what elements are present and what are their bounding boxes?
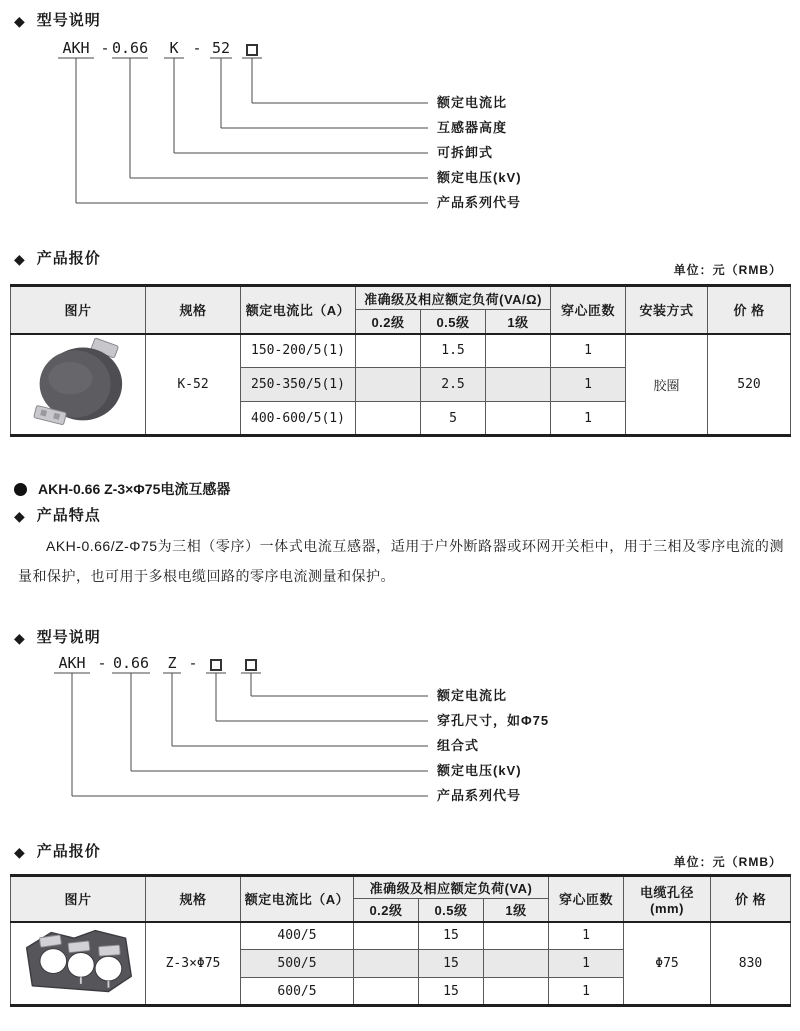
col-header-ratio: 额定电流比（A） bbox=[241, 876, 354, 922]
col-header-price: 价 格 bbox=[711, 876, 791, 922]
unit-note: 单位：元（RMB） bbox=[673, 855, 782, 869]
model-diagram1-connector-lines bbox=[0, 0, 800, 220]
class05-cell: 2.5 bbox=[421, 368, 486, 402]
spec-cell: Z-3×Φ75 bbox=[146, 922, 241, 1006]
turns-cell: 1 bbox=[551, 334, 626, 368]
model1-placeholder-box bbox=[246, 44, 258, 56]
unit-note: 单位：元（RMB） bbox=[673, 263, 782, 277]
col-header-accuracy-group: 准确级及相应额定负荷(VA) bbox=[354, 876, 549, 899]
model1-token-height: 52 bbox=[211, 39, 231, 57]
model2-label-hole-size: 穿孔尺寸，如Φ75 bbox=[437, 713, 550, 728]
product-image-cell bbox=[11, 334, 146, 436]
col-header-class1: 1级 bbox=[486, 310, 551, 334]
model1-label-voltage: 额定电压(kV) bbox=[437, 170, 522, 185]
ratio-cell: 400/5 bbox=[241, 922, 354, 950]
table-row bbox=[11, 334, 791, 368]
col-header-image: 图片 bbox=[11, 876, 146, 922]
section-heading-model2 bbox=[14, 629, 101, 647]
class1-cell bbox=[484, 922, 549, 950]
price-table-z3 bbox=[10, 874, 791, 1007]
section-heading-label: 产品报价 bbox=[36, 843, 101, 860]
model1-token-series: AKH bbox=[62, 39, 90, 57]
model1-token-voltage: 0.66 bbox=[112, 39, 149, 57]
diamond-bullet-icon: ◆ bbox=[14, 844, 26, 860]
cable-hole-cell: Φ75 bbox=[624, 922, 711, 1006]
model2-placeholder-box-size bbox=[210, 659, 222, 671]
turns-cell: 1 bbox=[549, 978, 624, 1006]
section-heading-model1 bbox=[14, 12, 101, 30]
class1-cell bbox=[486, 368, 551, 402]
turns-cell: 1 bbox=[551, 402, 626, 436]
model2-token-z: Z bbox=[167, 654, 177, 672]
class1-cell bbox=[486, 402, 551, 436]
circle-bullet-icon bbox=[14, 483, 27, 496]
col-header-class1: 1级 bbox=[484, 899, 549, 922]
model2-token-voltage: 0.66 bbox=[112, 654, 150, 672]
model1-label-height: 互感器高度 bbox=[437, 120, 508, 135]
product-image-cell bbox=[11, 922, 146, 1006]
section-heading-label: 型号说明 bbox=[36, 12, 101, 29]
section-heading-label: 产品特点 bbox=[36, 507, 101, 524]
class05-cell: 1.5 bbox=[421, 334, 486, 368]
section-heading-label: 型号说明 bbox=[36, 629, 101, 646]
section-heading-features bbox=[14, 507, 101, 525]
section-heading-quote1 bbox=[14, 250, 101, 268]
col-header-mount: 安装方式 bbox=[626, 286, 708, 334]
model2-label-combined: 组合式 bbox=[437, 738, 480, 753]
price-table-k52 bbox=[10, 284, 791, 437]
col-header-spec: 规格 bbox=[146, 876, 241, 922]
ratio-cell: 250-350/5(1) bbox=[241, 368, 356, 402]
col-header-price: 价 格 bbox=[708, 286, 791, 334]
model1-label-current-ratio: 额定电流比 bbox=[437, 95, 508, 110]
col-header-cable-hole: 电缆孔径(mm) bbox=[624, 876, 711, 922]
model1-token-dash: - bbox=[100, 39, 110, 57]
col-header-class05: 0.5级 bbox=[421, 310, 486, 334]
class02-cell bbox=[354, 950, 419, 978]
model2-label-series-code: 产品系列代号 bbox=[437, 788, 522, 803]
col-header-spec: 规格 bbox=[146, 286, 241, 334]
model2-token-series: AKH bbox=[58, 654, 86, 672]
col-header-accuracy-group: 准确级及相应额定负荷(VA/Ω) bbox=[356, 286, 551, 310]
table-row bbox=[11, 922, 791, 950]
col-header-turns: 穿心匝数 bbox=[549, 876, 624, 922]
model1-token-k: K bbox=[169, 39, 179, 57]
diamond-bullet-icon: ◆ bbox=[14, 13, 26, 29]
price-cell: 830 bbox=[711, 922, 791, 1006]
class02-cell bbox=[354, 978, 419, 1006]
ratio-cell: 500/5 bbox=[241, 950, 354, 978]
product-section-title bbox=[14, 480, 230, 498]
diamond-bullet-icon: ◆ bbox=[14, 251, 26, 267]
class1-cell bbox=[484, 950, 549, 978]
model1-token-dash2: - bbox=[192, 39, 202, 57]
ratio-cell: 150-200/5(1) bbox=[241, 334, 356, 368]
col-header-class05: 0.5级 bbox=[419, 899, 484, 922]
features-paragraph: AKH-0.66/Z-Φ75为三相（零序）一体式电流互感器，适用于户外断路器或环网开关柜中，用于三相及零序电流的测量和保护，也可用于多根电缆回路的零序电流测量和保护。 bbox=[18, 538, 784, 584]
class02-cell bbox=[356, 368, 421, 402]
ratio-cell: 400-600/5(1) bbox=[241, 402, 356, 436]
model2-label-voltage: 额定电压(kV) bbox=[437, 763, 522, 778]
col-header-image: 图片 bbox=[11, 286, 146, 334]
model2-placeholder-box-ratio bbox=[245, 659, 257, 671]
class05-cell: 15 bbox=[419, 950, 484, 978]
class05-cell: 15 bbox=[419, 978, 484, 1006]
product-image-k52 bbox=[25, 336, 131, 430]
col-header-turns: 穿心匝数 bbox=[551, 286, 626, 334]
model1-label-detachable: 可拆卸式 bbox=[437, 145, 494, 160]
model2-token-dash2: - bbox=[188, 654, 198, 672]
product-image-z3 bbox=[19, 923, 137, 1001]
col-header-class02: 0.2级 bbox=[354, 899, 419, 922]
section-heading-label: 产品报价 bbox=[36, 250, 101, 267]
price-cell: 520 bbox=[708, 334, 791, 436]
model1-label-series-code: 产品系列代号 bbox=[437, 195, 522, 210]
turns-cell: 1 bbox=[549, 922, 624, 950]
section-heading-quote2 bbox=[14, 843, 101, 861]
diamond-bullet-icon: ◆ bbox=[14, 630, 26, 646]
mount-cell: 胶圈 bbox=[626, 334, 708, 436]
ratio-cell: 600/5 bbox=[241, 978, 354, 1006]
class1-cell bbox=[486, 334, 551, 368]
col-header-class02: 0.2级 bbox=[356, 310, 421, 334]
diamond-bullet-icon: ◆ bbox=[14, 508, 26, 524]
model2-token-dash: - bbox=[97, 654, 107, 672]
class05-cell: 5 bbox=[421, 402, 486, 436]
spec-cell: K-52 bbox=[146, 334, 241, 436]
class02-cell bbox=[354, 922, 419, 950]
model2-label-current-ratio: 额定电流比 bbox=[437, 688, 508, 703]
turns-cell: 1 bbox=[549, 950, 624, 978]
class1-cell bbox=[484, 978, 549, 1006]
class02-cell bbox=[356, 334, 421, 368]
product-title-label: AKH-0.66 Z-3×Φ75电流互感器 bbox=[38, 481, 231, 497]
class02-cell bbox=[356, 402, 421, 436]
class05-cell: 15 bbox=[419, 922, 484, 950]
turns-cell: 1 bbox=[551, 368, 626, 402]
col-header-ratio: 额定电流比（A） bbox=[241, 286, 356, 334]
